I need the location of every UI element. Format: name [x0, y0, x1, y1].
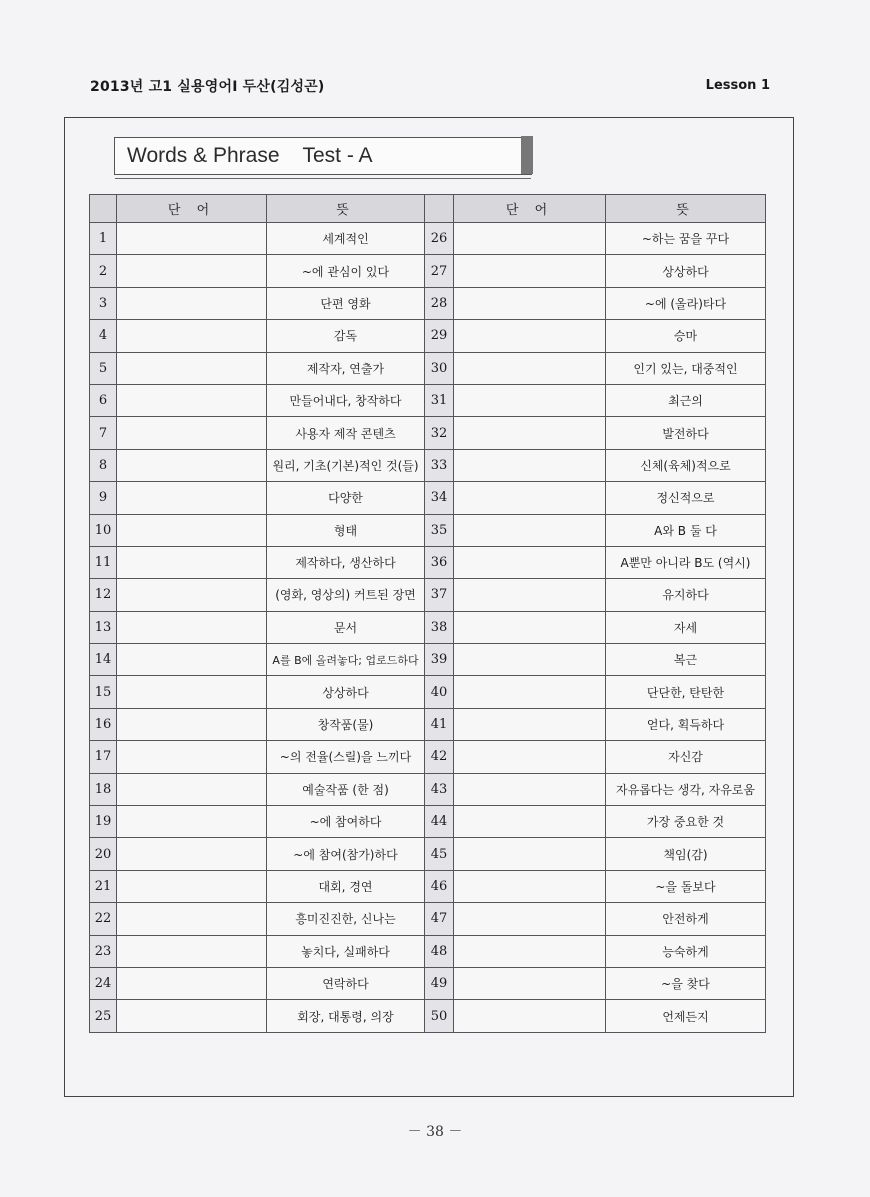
table-row: [90, 514, 766, 546]
meaning-left: 만들어내다, 창작하다: [267, 384, 425, 416]
word-answer-field-right[interactable]: [454, 384, 606, 416]
vocabulary-table: [89, 194, 766, 1033]
meaning-right: A뿐만 아니라 B도 (역시): [606, 546, 766, 578]
meaning-left: 상상하다: [267, 676, 425, 708]
word-answer-field-left[interactable]: [117, 482, 267, 514]
word-answer-field-left[interactable]: [117, 449, 267, 481]
word-answer-field-left[interactable]: [117, 838, 267, 870]
table-row: [90, 417, 766, 449]
row-number-left: 10: [90, 514, 117, 546]
word-answer-field-right[interactable]: [454, 546, 606, 578]
word-answer-field-left[interactable]: [117, 287, 267, 319]
word-answer-field-right[interactable]: [454, 741, 606, 773]
row-number-right: 33: [425, 449, 454, 481]
word-answer-field-right[interactable]: [454, 449, 606, 481]
meaning-left: ~의 전율(스릴)을 느끼다: [267, 741, 425, 773]
word-answer-field-right[interactable]: [454, 287, 606, 319]
table-row: [90, 287, 766, 319]
table-row: [90, 482, 766, 514]
row-number-right: 46: [425, 870, 454, 902]
row-number-left: 19: [90, 806, 117, 838]
meaning-left: ~에 참여(참가)하다: [267, 838, 425, 870]
word-answer-field-left[interactable]: [117, 935, 267, 967]
word-answer-field-right[interactable]: [454, 806, 606, 838]
table-row: [90, 838, 766, 870]
word-answer-field-left[interactable]: [117, 708, 267, 740]
header-meaning-left: 뜻: [267, 195, 425, 223]
word-answer-field-left[interactable]: [117, 967, 267, 999]
row-number-left: 4: [90, 320, 117, 352]
document-header-title: 2013년 고1 실용영어I 두산(김성곤): [90, 79, 325, 95]
word-answer-field-left[interactable]: [117, 1000, 267, 1032]
table-row: [90, 223, 766, 255]
meaning-right: 유지하다: [606, 579, 766, 611]
row-number-left: 21: [90, 870, 117, 902]
table-row: [90, 773, 766, 805]
test-title: Words & Phrase Test - A: [127, 144, 373, 167]
meaning-right: 언제든지: [606, 1000, 766, 1032]
word-answer-field-left[interactable]: [117, 903, 267, 935]
row-number-right: 27: [425, 255, 454, 287]
meaning-right: 가장 중요한 것: [606, 806, 766, 838]
table-row: [90, 320, 766, 352]
meaning-right: 단단한, 탄탄한: [606, 676, 766, 708]
word-answer-field-right[interactable]: [454, 967, 606, 999]
row-number-left: 9: [90, 482, 117, 514]
meaning-right: 자세: [606, 611, 766, 643]
meaning-left: 흥미진진한, 신나는: [267, 903, 425, 935]
row-number-left: 1: [90, 223, 117, 255]
word-answer-field-right[interactable]: [454, 320, 606, 352]
word-answer-field-left[interactable]: [117, 579, 267, 611]
meaning-left: 원리, 기초(기본)적인 것(들): [267, 449, 425, 481]
table-row: [90, 449, 766, 481]
word-answer-field-left[interactable]: [117, 806, 267, 838]
meaning-left: 제작하다, 생산하다: [267, 546, 425, 578]
table-row: [90, 967, 766, 999]
row-number-right: 42: [425, 741, 454, 773]
word-answer-field-right[interactable]: [454, 935, 606, 967]
table-row: [90, 741, 766, 773]
meaning-left: 문서: [267, 611, 425, 643]
meaning-left: 놓치다, 실패하다: [267, 935, 425, 967]
meaning-left: 대회, 경연: [267, 870, 425, 902]
meaning-right: 상상하다: [606, 255, 766, 287]
table-row: [90, 255, 766, 287]
meaning-left: 연락하다: [267, 967, 425, 999]
word-answer-field-left[interactable]: [117, 870, 267, 902]
table-row: [90, 870, 766, 902]
word-answer-field-left[interactable]: [117, 320, 267, 352]
row-number-right: 28: [425, 287, 454, 319]
word-answer-field-right[interactable]: [454, 255, 606, 287]
word-answer-field-right[interactable]: [454, 579, 606, 611]
table-header-row: [90, 195, 766, 223]
word-answer-field-right[interactable]: [454, 611, 606, 643]
row-number-left: 15: [90, 676, 117, 708]
meaning-left: ~에 참여하다: [267, 806, 425, 838]
meaning-right: 최근의: [606, 384, 766, 416]
meaning-right: 안전하게: [606, 903, 766, 935]
meaning-right: 신체(육체)적으로: [606, 449, 766, 481]
row-number-right: 39: [425, 644, 454, 676]
row-number-right: 45: [425, 838, 454, 870]
meaning-left: 감독: [267, 320, 425, 352]
row-number-left: 25: [90, 1000, 117, 1032]
word-answer-field-right[interactable]: [454, 708, 606, 740]
word-answer-field-left[interactable]: [117, 223, 267, 255]
word-answer-field-right[interactable]: [454, 773, 606, 805]
word-answer-field-right[interactable]: [454, 644, 606, 676]
row-number-right: 49: [425, 967, 454, 999]
row-number-right: 40: [425, 676, 454, 708]
table-row: [90, 579, 766, 611]
meaning-left: 예술작품 (한 점): [267, 773, 425, 805]
row-number-right: 26: [425, 223, 454, 255]
row-number-left: 7: [90, 417, 117, 449]
header-blank: [90, 195, 117, 223]
row-number-left: 8: [90, 449, 117, 481]
meaning-left: 세계적인: [267, 223, 425, 255]
word-answer-field-right[interactable]: [454, 482, 606, 514]
word-answer-field-right[interactable]: [454, 417, 606, 449]
row-number-right: 48: [425, 935, 454, 967]
page-number: － 38 －: [407, 1124, 463, 1140]
title-tab-decoration: [521, 136, 533, 174]
row-number-right: 32: [425, 417, 454, 449]
table-row: [90, 644, 766, 676]
meaning-right: 인기 있는, 대중적인: [606, 352, 766, 384]
word-answer-field-right[interactable]: [454, 514, 606, 546]
table-row: [90, 1000, 766, 1032]
word-answer-field-left[interactable]: [117, 773, 267, 805]
meaning-right: ~에 (올라)타다: [606, 287, 766, 319]
meaning-right: ~하는 꿈을 꾸다: [606, 223, 766, 255]
row-number-right: 50: [425, 1000, 454, 1032]
word-answer-field-right[interactable]: [454, 352, 606, 384]
row-number-left: 17: [90, 741, 117, 773]
row-number-right: 30: [425, 352, 454, 384]
table-row: [90, 935, 766, 967]
word-answer-field-right[interactable]: [454, 223, 606, 255]
meaning-right: A와 B 둘 다: [606, 514, 766, 546]
row-number-left: 3: [90, 287, 117, 319]
meaning-right: ~을 돌보다: [606, 870, 766, 902]
word-answer-field-right[interactable]: [454, 870, 606, 902]
word-answer-field-left[interactable]: [117, 741, 267, 773]
row-number-right: 37: [425, 579, 454, 611]
lesson-label: Lesson 1: [705, 78, 770, 93]
table-row: [90, 546, 766, 578]
row-number-left: 6: [90, 384, 117, 416]
meaning-left: 형태: [267, 514, 425, 546]
meaning-left: 사용자 제작 콘텐츠: [267, 417, 425, 449]
meaning-left: 창작품(물): [267, 708, 425, 740]
word-answer-field-right[interactable]: [454, 1000, 606, 1032]
table-row: [90, 384, 766, 416]
row-number-right: 36: [425, 546, 454, 578]
word-answer-field-right[interactable]: [454, 838, 606, 870]
meaning-right: 자유롭다는 생각, 자유로움: [606, 773, 766, 805]
row-number-left: 24: [90, 967, 117, 999]
table-row: [90, 903, 766, 935]
table-row: [90, 352, 766, 384]
row-number-right: 38: [425, 611, 454, 643]
meaning-right: 자신감: [606, 741, 766, 773]
row-number-right: 43: [425, 773, 454, 805]
row-number-right: 29: [425, 320, 454, 352]
table-row: [90, 676, 766, 708]
row-number-left: 16: [90, 708, 117, 740]
meaning-left: 다양한: [267, 482, 425, 514]
meaning-left: 제작자, 연출가: [267, 352, 425, 384]
meaning-right: 발전하다: [606, 417, 766, 449]
meaning-left: A를 B에 올려놓다; 업로드하다: [267, 644, 425, 676]
title-underline: [115, 176, 531, 179]
table-row: [90, 806, 766, 838]
header-word-right: 단 어: [454, 195, 606, 223]
row-number-left: 18: [90, 773, 117, 805]
meaning-right: 얻다, 획득하다: [606, 708, 766, 740]
word-answer-field-right[interactable]: [454, 903, 606, 935]
meaning-left: ~에 관심이 있다: [267, 255, 425, 287]
row-number-left: 14: [90, 644, 117, 676]
row-number-right: 34: [425, 482, 454, 514]
header-blank-right: [425, 195, 454, 223]
row-number-right: 44: [425, 806, 454, 838]
row-number-left: 22: [90, 903, 117, 935]
meaning-right: 능숙하게: [606, 935, 766, 967]
row-number-left: 2: [90, 255, 117, 287]
meaning-right: 복근: [606, 644, 766, 676]
row-number-left: 12: [90, 579, 117, 611]
meaning-right: 책임(감): [606, 838, 766, 870]
word-answer-field-left[interactable]: [117, 384, 267, 416]
word-answer-field-left[interactable]: [117, 676, 267, 708]
row-number-left: 11: [90, 546, 117, 578]
meaning-left: 단편 영화: [267, 287, 425, 319]
table-row: [90, 611, 766, 643]
table-row: [90, 708, 766, 740]
word-answer-field-left[interactable]: [117, 546, 267, 578]
row-number-right: 35: [425, 514, 454, 546]
row-number-left: 13: [90, 611, 117, 643]
header-word-left: 단 어: [117, 195, 267, 223]
row-number-right: 41: [425, 708, 454, 740]
word-answer-field-left[interactable]: [117, 417, 267, 449]
word-answer-field-left[interactable]: [117, 644, 267, 676]
meaning-left: (영화, 영상의) 커트된 장면: [267, 579, 425, 611]
word-answer-field-left[interactable]: [117, 352, 267, 384]
row-number-right: 47: [425, 903, 454, 935]
header-meaning-right: 뜻: [606, 195, 766, 223]
row-number-left: 5: [90, 352, 117, 384]
meaning-left: 회장, 대통령, 의장: [267, 1000, 425, 1032]
row-number-right: 31: [425, 384, 454, 416]
row-number-left: 20: [90, 838, 117, 870]
word-answer-field-left[interactable]: [117, 611, 267, 643]
meaning-right: ~을 찾다: [606, 967, 766, 999]
meaning-right: 정신적으로: [606, 482, 766, 514]
meaning-right: 승마: [606, 320, 766, 352]
test-title-box: [114, 137, 532, 175]
word-answer-field-left[interactable]: [117, 514, 267, 546]
word-answer-field-right[interactable]: [454, 676, 606, 708]
row-number-left: 23: [90, 935, 117, 967]
word-answer-field-left[interactable]: [117, 255, 267, 287]
